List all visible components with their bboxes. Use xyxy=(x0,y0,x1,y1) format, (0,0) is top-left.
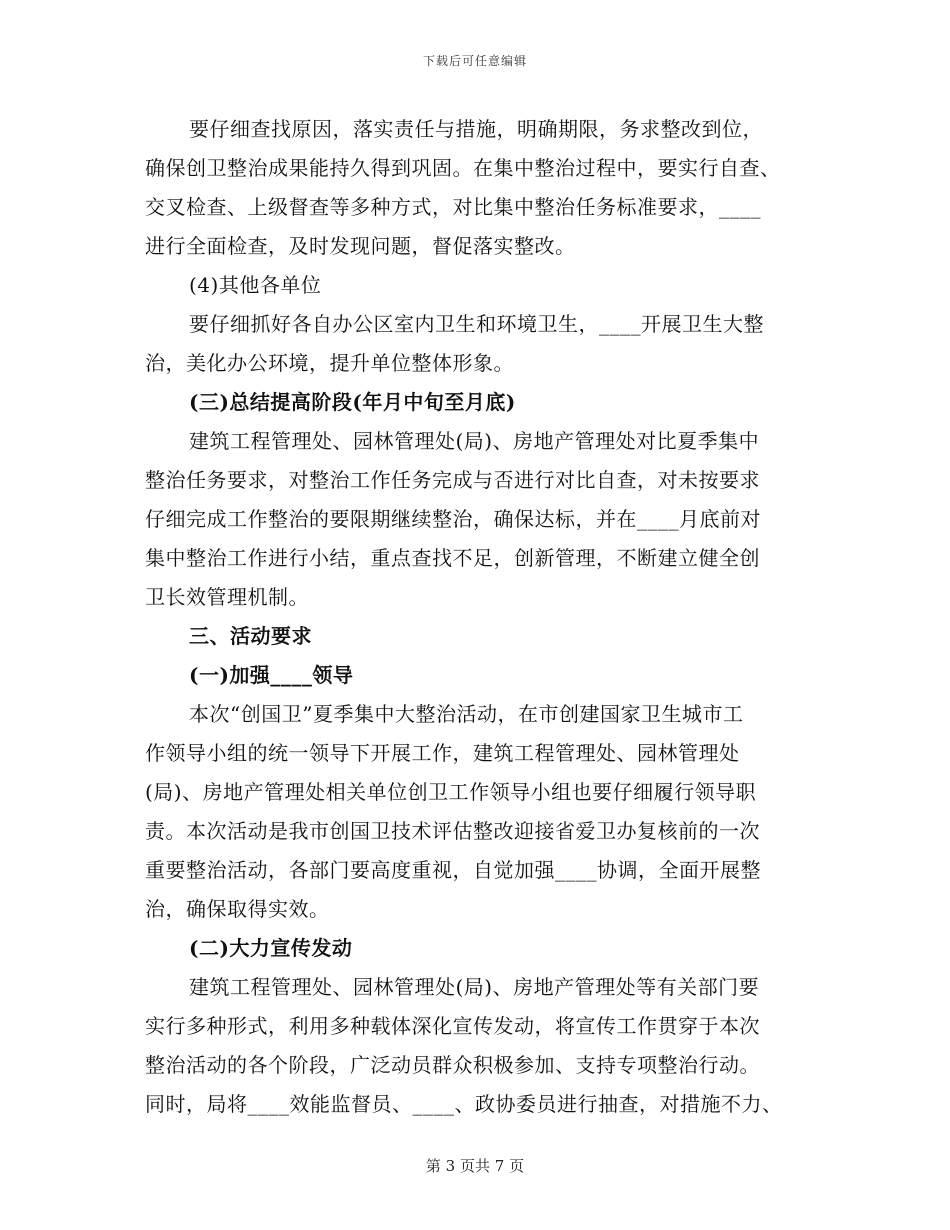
paragraph-line: 同时，局将____效能监督员、____、政协委员进行抽查，对措施不力、 xyxy=(145,1092,783,1116)
document-body xyxy=(145,110,805,1124)
paragraph-line: 实行多种形式，利用多种载体深化宣传发动，将宣传工作贯穿于本次 xyxy=(145,1014,760,1038)
paragraph-line: 建筑工程管理处、园林管理处(局)、房地产管理处等有关部门要 xyxy=(189,975,760,999)
paragraph-line: 作领导小组的统一领导下开展工作，建筑工程管理处、园林管理处 xyxy=(145,741,740,765)
section-heading: (4)其他各单位 xyxy=(189,273,322,297)
page-header-note: 下载后可任意编辑 xyxy=(422,54,527,68)
paragraph-line: 建筑工程管理处、园林管理处(局)、房地产管理处对比夏季集中 xyxy=(189,429,760,453)
paragraph-line: 卫长效管理机制。 xyxy=(145,585,309,609)
paragraph-line: 进行全面检查，及时发现问题，督促落实整改。 xyxy=(145,234,576,258)
section-heading: (二)大力宣传发动 xyxy=(189,936,353,960)
section-heading: (三)总结提高阶段(年月中旬至月底) xyxy=(189,390,516,414)
section-heading: (一)加强____领导 xyxy=(189,663,354,687)
paragraph-line: 重要整治活动，各部门要高度重视，自觉加强____协调，全面开展整 xyxy=(145,858,761,882)
paragraph-line: (局)、房地产管理处相关单位创卫工作领导小组也要仔细履行领导职 xyxy=(145,780,757,804)
paragraph-line: 治，美化办公环境，提升单位整体形象。 xyxy=(145,351,514,375)
paragraph-line: 交叉检查、上级督查等多种方式，对比集中整治任务标准要求，____ xyxy=(145,195,761,219)
paragraph-line: 本次“创国卫”夏季集中大整治活动，在市创建国家卫生城市工 xyxy=(189,702,744,726)
paragraph-line: 确保创卫整治成果能持久得到巩固。在集中整治过程中，要实行自查、 xyxy=(145,156,781,180)
paragraph-line: 仔细完成工作整治的要限期继续整治，确保达标，并在____月底前对 xyxy=(145,507,761,531)
section-heading: 三、活动要求 xyxy=(189,624,312,648)
paragraph-line: 整治任务要求，对整治工作任务完成与否进行对比自查，对未按要求 xyxy=(145,468,760,492)
paragraph-line: 责。本次活动是我市创国卫技术评估整改迎接省爱卫办复核前的一次 xyxy=(145,819,760,843)
paragraph-line: 要仔细查找原因，落实责任与措施，明确期限，务求整改到位， xyxy=(189,117,763,141)
page-number-footer: 第 3 页共 7 页 xyxy=(425,1157,525,1175)
paragraph-line: 整治活动的各个阶段，广泛动员群众积极参加、支持专项整治行动。 xyxy=(145,1053,760,1077)
paragraph-line: 要仔细抓好各自办公区室内卫生和环境卫生，____开展卫生大整 xyxy=(189,312,764,336)
paragraph-line: 集中整治工作进行小结，重点查找不足，创新管理，不断建立健全创 xyxy=(145,546,760,570)
paragraph-line: 治，确保取得实效。 xyxy=(145,897,330,921)
